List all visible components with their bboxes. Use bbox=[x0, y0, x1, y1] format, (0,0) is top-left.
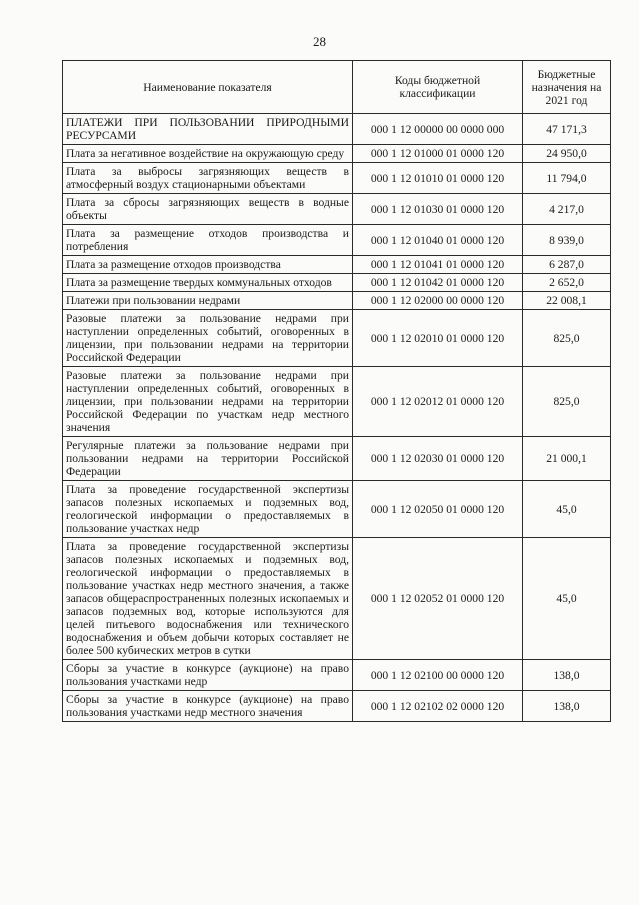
row-name: Плата за размещение твердых коммунальных отходов bbox=[63, 274, 353, 292]
row-name: Регулярные платежи за пользование недрами при пользовании недрами на территории Российской Федерации bbox=[63, 437, 353, 481]
row-name: Плата за сбросы загрязняющих веществ в водные объекты bbox=[63, 194, 353, 225]
table-row bbox=[63, 274, 611, 292]
table-row bbox=[63, 538, 611, 660]
header-code: Коды бюджетной классификации bbox=[353, 61, 523, 114]
row-amount: 4 217,0 bbox=[523, 194, 611, 225]
row-amount: 11 794,0 bbox=[523, 163, 611, 194]
row-code: 000 1 12 02102 02 0000 120 bbox=[353, 691, 523, 722]
row-code: 000 1 12 01000 01 0000 120 bbox=[353, 145, 523, 163]
row-name: Платежи при пользовании недрами bbox=[63, 292, 353, 310]
row-code: 000 1 12 01041 01 0000 120 bbox=[353, 256, 523, 274]
row-amount: 24 950,0 bbox=[523, 145, 611, 163]
table-row bbox=[63, 367, 611, 437]
row-code: 000 1 12 01010 01 0000 120 bbox=[353, 163, 523, 194]
row-code: 000 1 12 02100 00 0000 120 bbox=[353, 660, 523, 691]
row-name: Разовые платежи за пользование недрами при наступлении определенных событий, оговоренных в лицензии, при пользовании недрами на территории Российской Федерации по участкам недр местного значения bbox=[63, 367, 353, 437]
table-row bbox=[63, 225, 611, 256]
table-row bbox=[63, 292, 611, 310]
header-amount: Бюджетные назначения на 2021 год bbox=[523, 61, 611, 114]
row-code: 000 1 12 01042 01 0000 120 bbox=[353, 274, 523, 292]
row-amount: 138,0 bbox=[523, 660, 611, 691]
table-row bbox=[63, 310, 611, 367]
header-name: Наименование показателя bbox=[63, 61, 353, 114]
row-amount: 45,0 bbox=[523, 481, 611, 538]
row-name: Сборы за участие в конкурсе (аукционе) на право пользования участками недр bbox=[63, 660, 353, 691]
row-amount: 45,0 bbox=[523, 538, 611, 660]
table-row bbox=[63, 691, 611, 722]
table-header-row bbox=[63, 61, 611, 114]
row-name: Плата за размещение отходов производства и потребления bbox=[63, 225, 353, 256]
row-code: 000 1 12 02012 01 0000 120 bbox=[353, 367, 523, 437]
row-name: Плата за проведение государственной экспертизы запасов полезных ископаемых и подземных вод, геологической информации о предоставляемых в пользование участках недр местного значения, а также запасов общераспространенных полезных ископаемых и запасов подземных вод, которые используются для целей питьевого водоснабжения или технического водоснабжения и объем добычи которых составляет не более 500 кубических метров в сутки bbox=[63, 538, 353, 660]
row-code: 000 1 12 02050 01 0000 120 bbox=[353, 481, 523, 538]
row-amount: 21 000,1 bbox=[523, 437, 611, 481]
row-code: 000 1 12 02000 00 0000 120 bbox=[353, 292, 523, 310]
row-amount: 6 287,0 bbox=[523, 256, 611, 274]
budget-table bbox=[62, 60, 611, 722]
row-name: Сборы за участие в конкурсе (аукционе) на право пользования участками недр местного значения bbox=[63, 691, 353, 722]
row-amount: 8 939,0 bbox=[523, 225, 611, 256]
table-row bbox=[63, 114, 611, 145]
row-amount: 47 171,3 bbox=[523, 114, 611, 145]
table-row bbox=[63, 194, 611, 225]
row-code: 000 1 12 02052 01 0000 120 bbox=[353, 538, 523, 660]
row-amount: 2 652,0 bbox=[523, 274, 611, 292]
row-code: 000 1 12 02010 01 0000 120 bbox=[353, 310, 523, 367]
row-amount: 138,0 bbox=[523, 691, 611, 722]
row-code: 000 1 12 01040 01 0000 120 bbox=[353, 225, 523, 256]
row-name: Плата за проведение государственной экспертизы запасов полезных ископаемых и подземных вод, геологической информации о предоставляемых в пользование участках недр bbox=[63, 481, 353, 538]
table-row bbox=[63, 481, 611, 538]
row-amount: 825,0 bbox=[523, 310, 611, 367]
row-code: 000 1 12 01030 01 0000 120 bbox=[353, 194, 523, 225]
row-code: 000 1 12 00000 00 0000 000 bbox=[353, 114, 523, 145]
page-number: 28 bbox=[313, 34, 326, 49]
row-amount: 22 008,1 bbox=[523, 292, 611, 310]
row-name: Плата за негативное воздействие на окружающую среду bbox=[63, 145, 353, 163]
row-name: ПЛАТЕЖИ ПРИ ПОЛЬЗОВАНИИ ПРИРОДНЫМИ РЕСУРСАМИ bbox=[63, 114, 353, 145]
row-name: Плата за размещение отходов производства bbox=[63, 256, 353, 274]
table-row bbox=[63, 437, 611, 481]
table-row bbox=[63, 145, 611, 163]
table-row bbox=[63, 163, 611, 194]
table-row bbox=[63, 660, 611, 691]
row-name: Разовые платежи за пользование недрами при наступлении определенных событий, оговоренных в лицензии, при пользовании недрами на территории Российской Федерации bbox=[63, 310, 353, 367]
row-name: Плата за выбросы загрязняющих веществ в атмосферный воздух стационарными объектами bbox=[63, 163, 353, 194]
row-code: 000 1 12 02030 01 0000 120 bbox=[353, 437, 523, 481]
table-row bbox=[63, 256, 611, 274]
row-amount: 825,0 bbox=[523, 367, 611, 437]
